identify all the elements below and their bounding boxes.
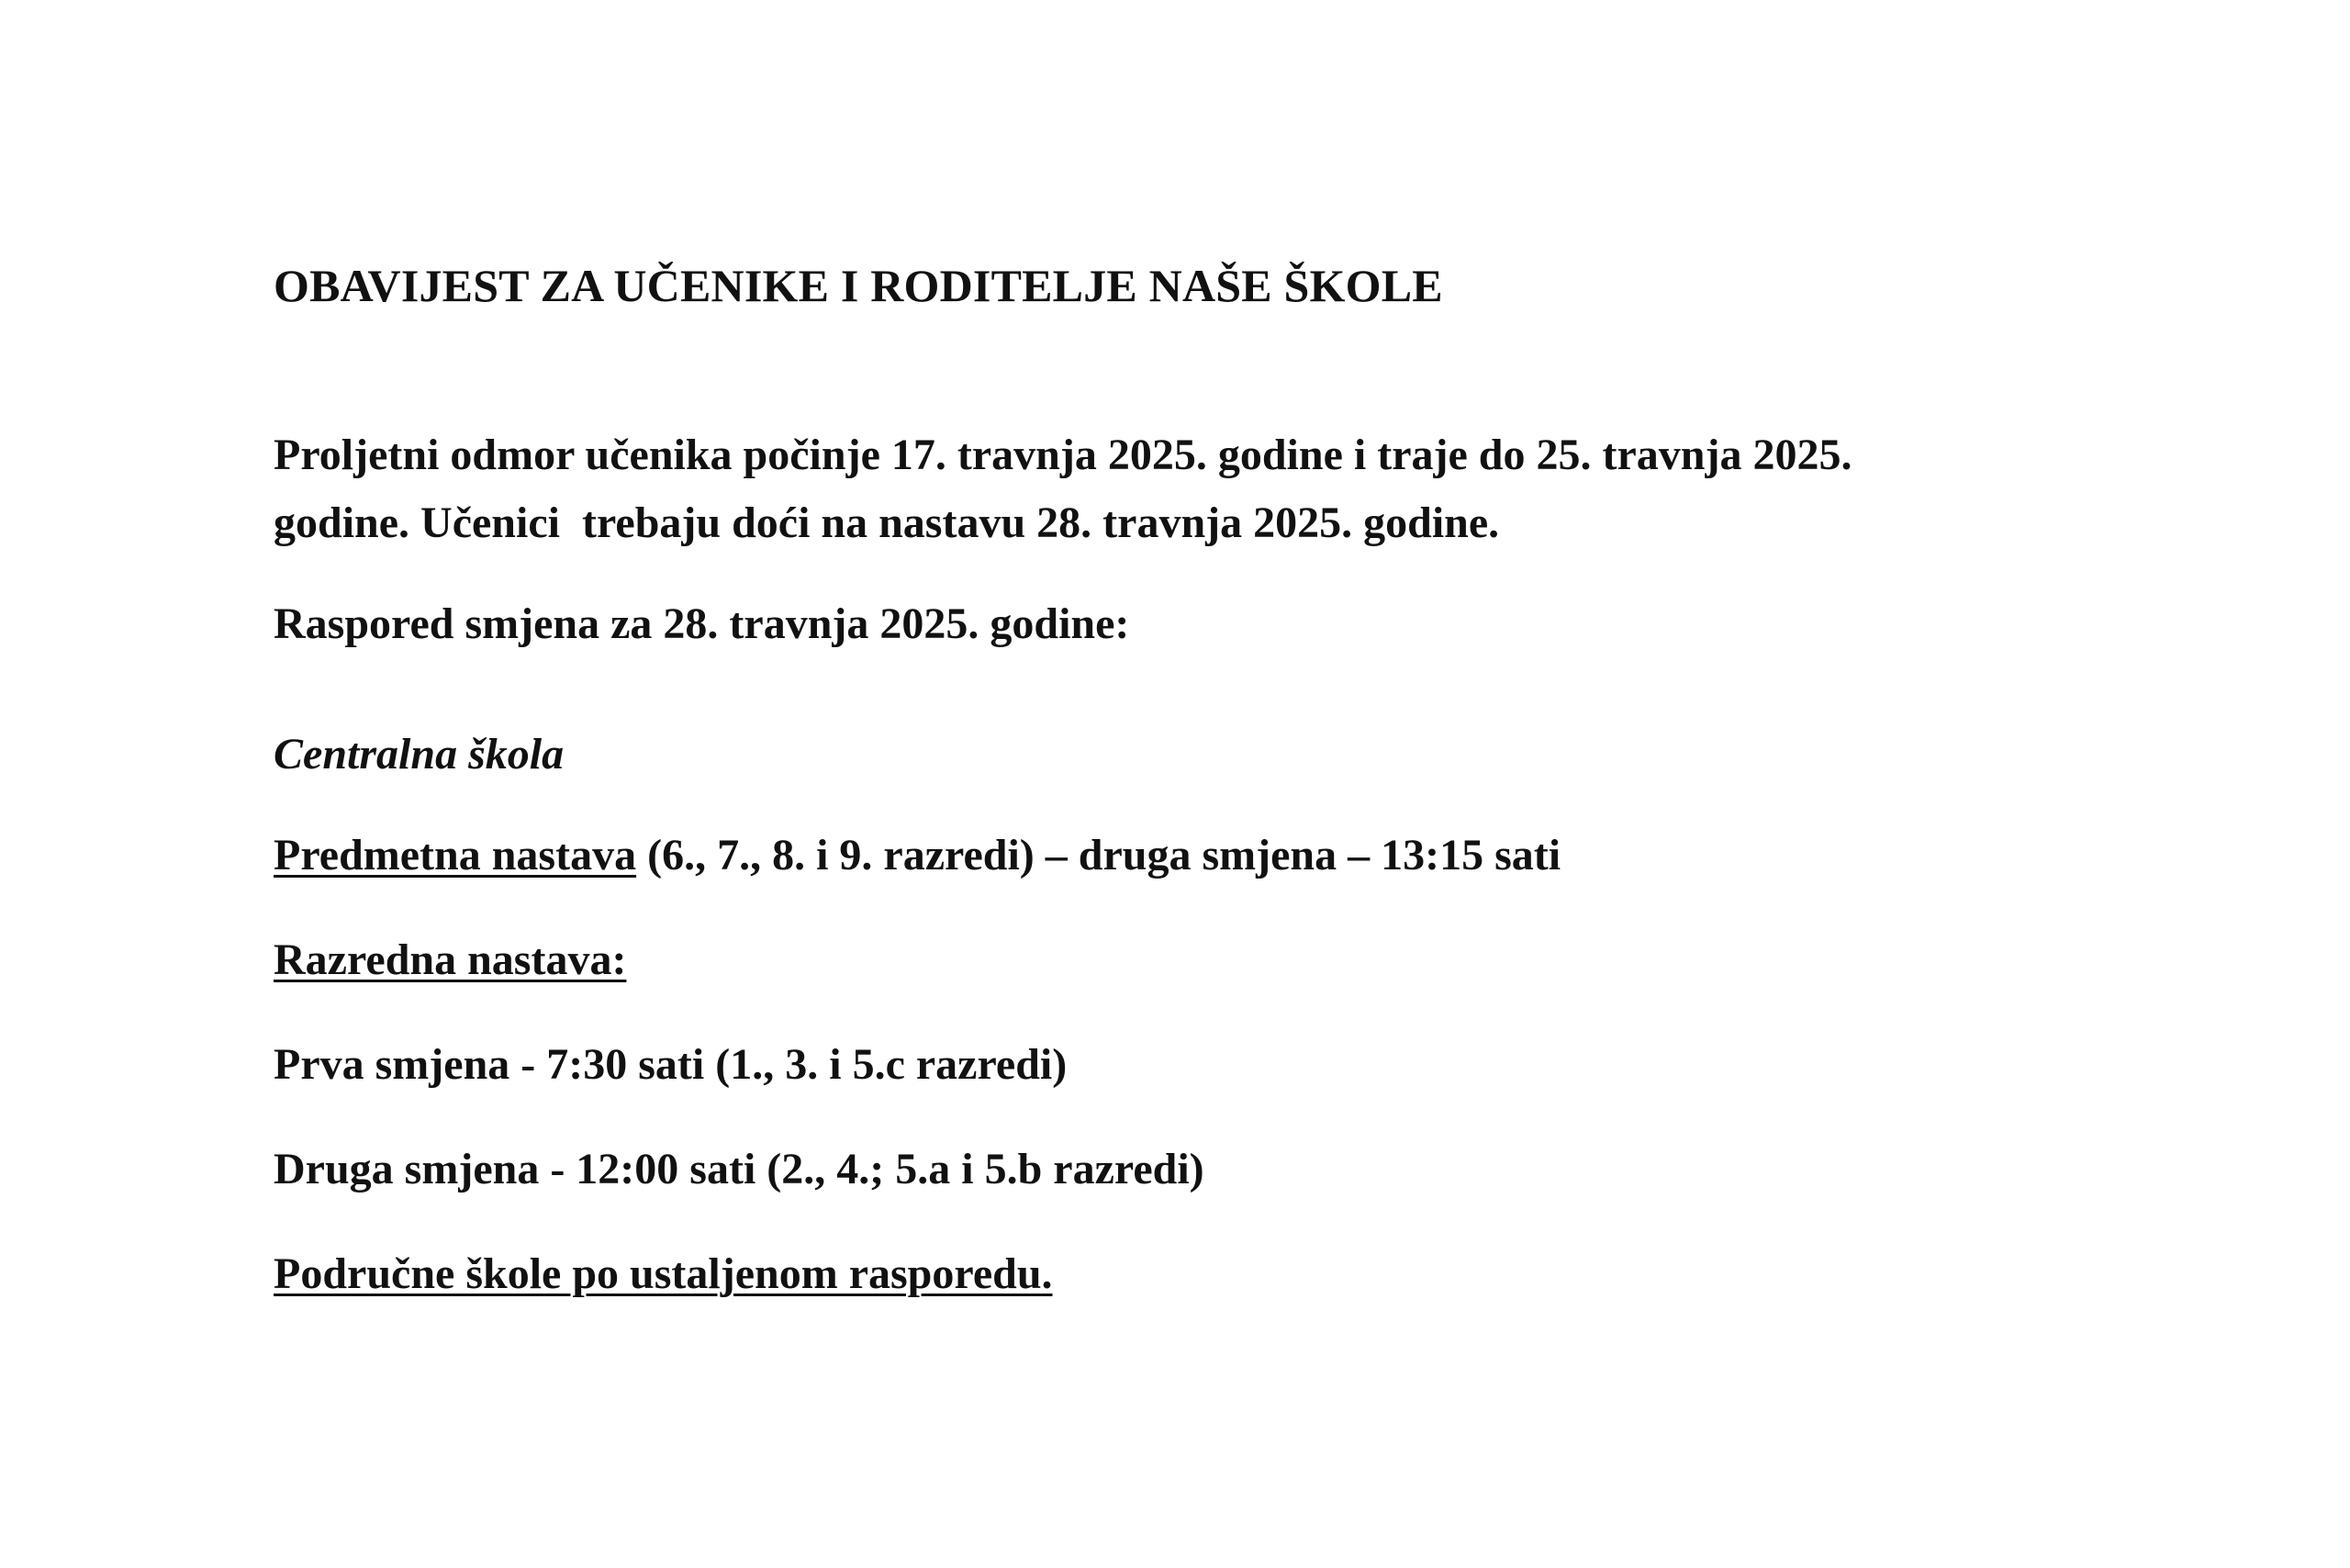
subject-teaching-detail: (6., 7., 8. i 9. razredi) – druga smjena – 13:15 sati xyxy=(636,831,1561,879)
regional-schools-line: Područne škole po ustaljenom rasporedu. xyxy=(274,1249,1053,1298)
subject-teaching-line xyxy=(274,831,1561,879)
first-shift-line: Prva smjena - 7:30 sati (1., 3. i 5.c razredi) xyxy=(274,1040,1068,1089)
schedule-heading: Raspored smjena za 28. travnja 2025. godine: xyxy=(274,599,1130,648)
class-teaching-heading: Razredna nastava: xyxy=(274,935,627,984)
intro-line-1: Proljetni odmor učenika počinje 17. travnja 2025. godine i traje do 25. travnja 2025. xyxy=(274,431,1852,479)
second-shift-line: Druga smjena - 12:00 sati (2., 4.; 5.a i 5.b razredi) xyxy=(274,1145,1204,1193)
intro-line-2: godine. Učenici trebaju doći na nastavu 28. travnja 2025. godine. xyxy=(274,498,1500,547)
subject-teaching-label: Predmetna nastava xyxy=(274,831,637,879)
central-school-heading: Centralna škola xyxy=(274,730,565,778)
notice-title: OBAVIJEST ZA UČENIKE I RODITELJE NAŠE ŠKOLE xyxy=(274,260,1443,311)
